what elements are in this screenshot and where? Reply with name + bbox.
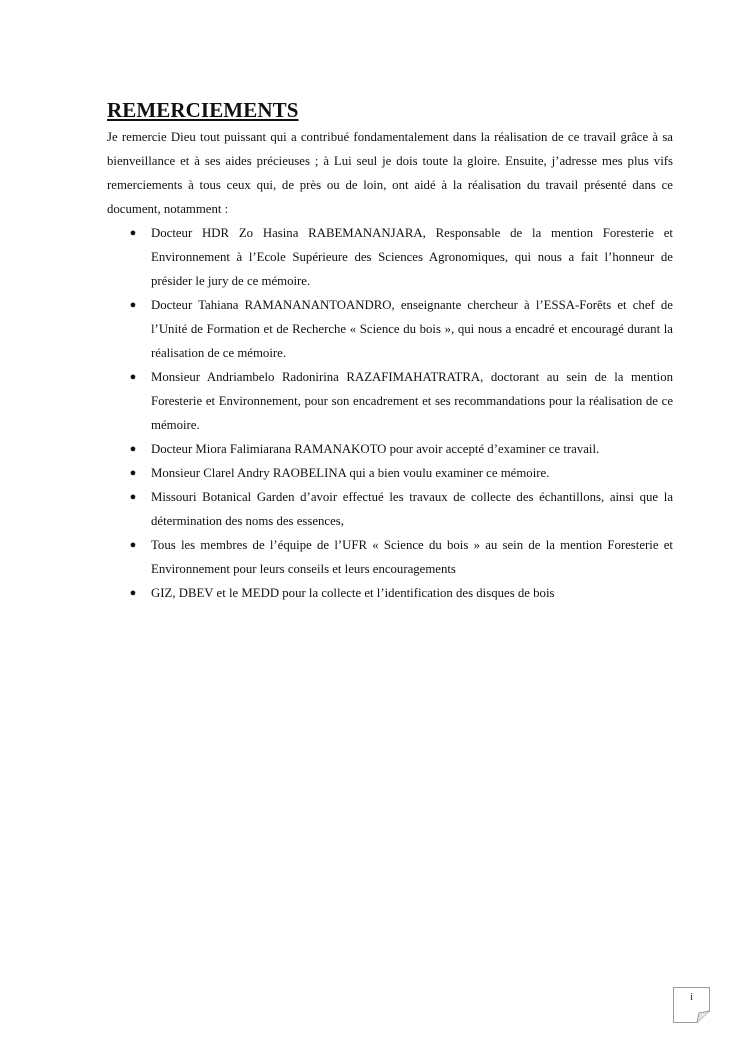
list-item-text: Monsieur Andriambelo Radonirina RAZAFIMAHATRATRA, doctorant au sein de la mention Foresterie et Environnement, pour son encadrement et ses recommandations pour la réalisation de ce mémoire. xyxy=(151,370,673,432)
bullet-icon: ● xyxy=(129,467,137,479)
bullet-icon: ● xyxy=(129,443,137,455)
bullet-icon: ● xyxy=(129,299,137,311)
list-item-text: Docteur Miora Falimiarana RAMANAKOTO pour avoir accepté d’examiner ce travail. xyxy=(151,442,600,456)
list-item-text: Missouri Botanical Garden d’avoir effectué les travaux de collecte des échantillons, ainsi que la détermination des noms des essences, xyxy=(151,490,673,528)
bullet-icon: ● xyxy=(129,539,137,551)
list-item-text: GIZ, DBEV et le MEDD pour la collecte et l’identification des disques de bois xyxy=(151,586,555,600)
list-item xyxy=(107,365,673,437)
list-item xyxy=(107,293,673,365)
list-item xyxy=(107,221,673,293)
bullet-icon: ● xyxy=(129,371,137,383)
bullet-icon: ● xyxy=(129,227,137,239)
list-item xyxy=(107,533,673,581)
bullet-icon: ● xyxy=(129,491,137,503)
list-item xyxy=(107,581,673,605)
list-item xyxy=(107,461,673,485)
list-item-text: Monsieur Clarel Andry RAOBELINA qui a bien voulu examiner ce mémoire. xyxy=(151,466,550,480)
acknowledgements-section xyxy=(107,97,673,605)
list-item-text: Docteur HDR Zo Hasina RABEMANANJARA, Responsable de la mention Foresterie et Environnement à l’Ecole Supérieure des Sciences Agronomiques, qui nous a fait l’honneur de présider le jury de ce mémoire. xyxy=(151,226,673,288)
intro-paragraph: Je remercie Dieu tout puissant qui a contribué fondamentalement dans la réalisation de ce travail grâce à sa bienveillance et à ses aides précieuses ; à Lui seul je dois toute la gloire. Ensuite, j’adresse mes plus vifs remerciements à tous ceux qui, de près ou de loin, ont aidé à la réalisation du travail présenté dans ce document, notamment : xyxy=(107,130,673,216)
page-number: i xyxy=(690,992,693,1003)
list-item-text: Docteur Tahiana RAMANANANTOANDRO, enseignante chercheur à l’ESSA-Forêts et chef de l’Unité de Formation et de Recherche « Science du bois », qui nous a encadré et encouragé durant la réalisation de ce mémoire. xyxy=(151,298,673,360)
acknowledgement-list xyxy=(107,221,673,605)
list-item-text: Tous les membres de l’équipe de l’UFR « Science du bois » au sein de la mention Foresterie et Environnement pour leurs conseils et leurs encouragements xyxy=(151,538,673,576)
list-item xyxy=(107,437,673,461)
page-number-box xyxy=(673,987,710,1023)
bullet-icon: ● xyxy=(129,587,137,599)
page-title: REMERCIEMENTS xyxy=(107,98,299,122)
list-item xyxy=(107,485,673,533)
